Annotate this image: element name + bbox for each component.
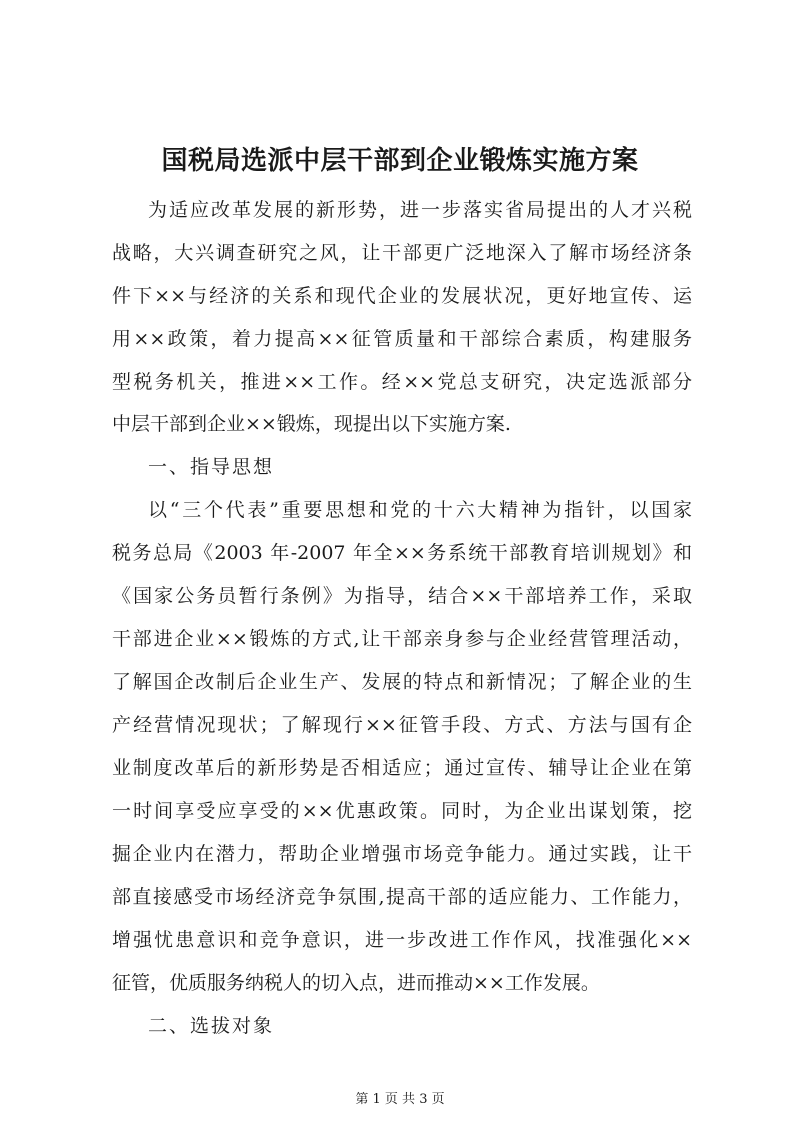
section1-line: 产经营情况现状；了解现行××征管手段、方式、方法与国有企 [112, 714, 692, 736]
intro-line: 中层干部到企业××锻炼，现提出以下实施方案. [112, 413, 511, 435]
section1-line: 干部进企业××锻炼的方式,让干部亲身参与企业经营管理活动， [112, 628, 692, 650]
section1-line: 征管，优质服务纳税人的切入点，进而推动××工作发展。 [112, 972, 600, 994]
section1-line: 以“三个代表”重要思想和党的十六大精神为指针，以国家 [148, 499, 692, 521]
section1-line: 掘企业内在潜力，帮助企业增强市场竞争能力。通过实践，让干 [112, 843, 692, 865]
section1-line: 税务总局《2003 年-2007 年全××务系统干部教育培训规划》和 [112, 542, 692, 564]
section1-line: 部直接感受市场经济竞争氛围,提高干部的适应能力、工作能力， [112, 886, 692, 908]
section1-line: 业制度改革后的新形势是否相适应；通过宣传、辅导让企业在第 [112, 757, 692, 779]
intro-line: 用××政策，着力提高××征管质量和干部综合素质，构建服务 [112, 328, 692, 350]
intro-line: 为适应改革发展的新形势，进一步落实省局提出的人才兴税 [148, 199, 692, 221]
document-title: 国税局选派中层干部到企业锻炼实施方案 [161, 146, 639, 176]
section1-line: 一时间享受应享受的××优惠政策。同时，为企业出谋划策，挖 [112, 800, 692, 822]
section1-line: 《国家公务员暂行条例》为指导，结合××干部培养工作，采取 [112, 585, 692, 607]
section1-line: 增强忧患意识和竞争意识，进一步改进工作作风，找准强化×× [112, 929, 692, 951]
section-heading-selection-targets: 二、选拔对象 [148, 1015, 275, 1037]
intro-line: 件下××与经济的关系和现代企业的发展状况，更好地宣传、运 [112, 285, 692, 307]
intro-line: 战略，大兴调查研究之风，让干部更广泛地深入了解市场经济条 [112, 242, 692, 264]
intro-line: 型税务机关，推进××工作。经××党总支研究，决定选派部分 [112, 371, 692, 393]
section-heading-guiding-ideology: 一、指导思想 [148, 456, 275, 478]
page-number-footer: 第 1 页 共 3 页 [355, 1092, 445, 1107]
section1-line: 了解国企改制后企业生产、发展的特点和新情况；了解企业的生 [112, 671, 692, 693]
